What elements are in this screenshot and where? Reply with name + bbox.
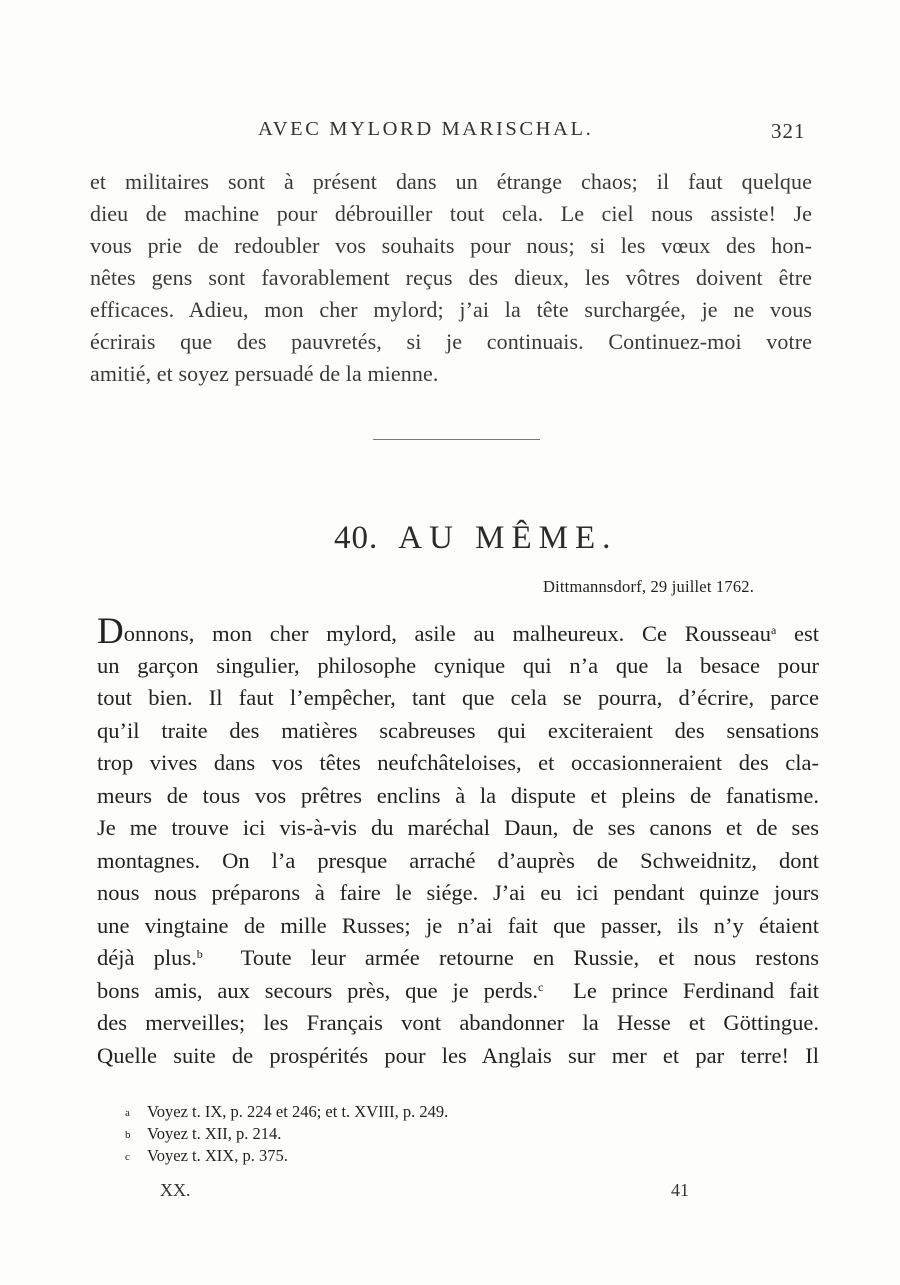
text-line-first — [97, 611, 819, 652]
page-number: 321 — [771, 119, 806, 143]
text-line: vous prie de redoubler vos souhaits pour nous; si les vœux des hon- — [90, 233, 812, 258]
text-span: onnons, mon cher mylord, asile au malheureux. Ce Rousseau — [123, 621, 771, 646]
text-line: efficaces. Adieu, mon cher mylord; j’ai la tête surchargée, je ne vous — [90, 297, 812, 322]
text-span: bons amis, aux secours près, que je perds. — [97, 978, 539, 1003]
signature-mark: XX. — [160, 1180, 191, 1200]
text-span: déjà plus. — [97, 945, 197, 970]
footnote-c — [125, 1145, 288, 1168]
text-line: nous nous préparons à faire le siége. J’ai eu ici pendant quinze jours — [97, 880, 819, 905]
text-line: un garçon singulier, philosophe cynique qui n’a que la besace pour — [97, 653, 819, 678]
footnote-ref-a[interactable]: a — [770, 623, 777, 637]
drop-cap: D — [97, 611, 124, 652]
section-divider — [373, 439, 540, 440]
text-line: écrirais que des pauvretés, si je continuais. Continuez-moi votre — [90, 329, 812, 354]
footnote-mark: b — [125, 1129, 131, 1141]
text-line — [97, 975, 819, 1008]
text-line — [97, 942, 819, 975]
text-line: nêtes gens sont favorablement reçus des dieux, les vôtres doivent être — [90, 265, 812, 290]
text-line: tout bien. Il faut l’empêcher, tant que cela se pourra, d’écrire, parce — [97, 685, 819, 710]
dateline: Dittmannsdorf, 29 juillet 1762. — [543, 577, 755, 596]
footnote-text: Voyez t. XIX, p. 375. — [147, 1146, 288, 1165]
letter-number: 40. — [334, 520, 379, 556]
footnote-mark: c — [125, 1151, 130, 1163]
footnote-text: Voyez t. IX, p. 224 et 246; et t. XVIII, p. 249. — [147, 1102, 449, 1121]
footnote-a — [125, 1101, 448, 1124]
text-line: Je me trouve ici vis-à-vis du maréchal Daun, de ses canons et de ses — [97, 815, 819, 840]
text-span: est — [776, 621, 819, 646]
text-span: Le prince Ferdinand fait — [543, 978, 819, 1003]
footnote-ref-c[interactable]: c — [538, 980, 544, 994]
text-line: amitié, et soyez persuadé de la mienne. — [90, 361, 439, 386]
text-line: et militaires sont à présent dans un étrange chaos; il faut quelque — [90, 169, 812, 194]
text-line: meurs de tous vos prêtres enclins à la dispute et pleins de fanatisme. — [97, 783, 819, 808]
text-line: des merveilles; les Français vont abandonner la Hesse et Göttingue. — [97, 1010, 819, 1035]
text-span: Toute leur armée retourne en Russie, et nous restons — [202, 945, 819, 970]
text-line: dieu de machine pour débrouiller tout cela. Le ciel nous assiste! Je — [90, 201, 812, 226]
running-head: AVEC MYLORD MARISCHAL. — [258, 118, 594, 140]
letter-title: AU MÊME. — [398, 520, 618, 556]
text-line: trop vives dans vos têtes neufchâteloises, et occasionneraient des cla- — [97, 750, 819, 775]
footnote-ref-b[interactable]: b — [196, 947, 203, 961]
text-line: Quelle suite de prospérités pour les Anglais sur mer et par terre! Il — [97, 1043, 819, 1068]
text-line: montagnes. On l’a presque arraché d’auprès de Schweidnitz, dont — [97, 848, 819, 873]
text-line: une vingtaine de mille Russes; je n’ai fait que passer, ils n’y étaient — [97, 913, 819, 938]
sheet-number: 41 — [671, 1180, 689, 1200]
letter-heading — [334, 520, 617, 557]
footnote-b — [125, 1123, 281, 1146]
text-line: qu’il traite des matières scabreuses qui exciteraient des sensations — [97, 718, 819, 743]
footnote-mark: a — [125, 1107, 130, 1119]
footnote-text: Voyez t. XII, p. 214. — [147, 1124, 282, 1143]
